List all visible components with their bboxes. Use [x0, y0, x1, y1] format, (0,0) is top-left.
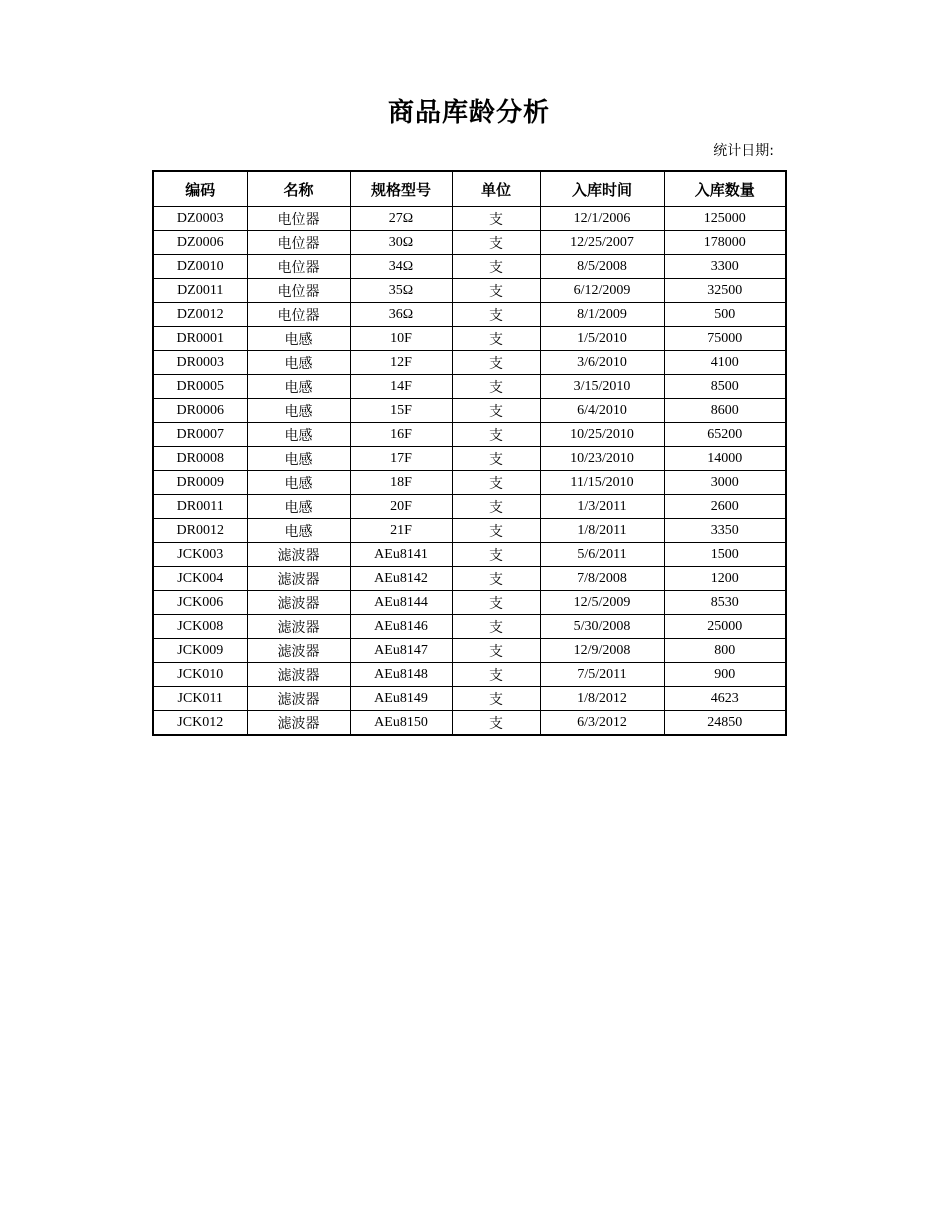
- name-cell: 电感: [247, 423, 350, 447]
- spec-cell: 36Ω: [350, 303, 452, 327]
- name-cell: 滤波器: [247, 687, 350, 711]
- code-cell: DR0001: [153, 327, 247, 351]
- code-cell: JCK011: [153, 687, 247, 711]
- inbound-date-cell: 7/8/2008: [540, 567, 664, 591]
- table-row: [153, 687, 786, 711]
- spec-cell: 27Ω: [350, 207, 452, 231]
- inbound-qty-cell: 8500: [664, 375, 786, 399]
- stat-date-label: 统计日期:: [713, 143, 774, 159]
- spec-cell: 34Ω: [350, 255, 452, 279]
- code-cell: DR0008: [153, 447, 247, 471]
- code-cell: DZ0011: [153, 279, 247, 303]
- code-cell: DR0009: [153, 471, 247, 495]
- inbound-qty-cell: 800: [664, 639, 786, 663]
- spec-cell: AEu8150: [350, 711, 452, 736]
- inbound-qty-cell: 3000: [664, 471, 786, 495]
- header-inbound-qty: 入库数量: [664, 171, 786, 207]
- name-cell: 电感: [247, 351, 350, 375]
- table-row: [153, 519, 786, 543]
- table-row: [153, 711, 786, 736]
- table-row: [153, 591, 786, 615]
- name-cell: 电位器: [247, 255, 350, 279]
- inbound-date-cell: 12/9/2008: [540, 639, 664, 663]
- unit-cell: 支: [452, 327, 540, 351]
- table-row: [153, 303, 786, 327]
- inbound-qty-cell: 24850: [664, 711, 786, 736]
- inbound-qty-cell: 3300: [664, 255, 786, 279]
- spec-cell: AEu8142: [350, 567, 452, 591]
- code-cell: JCK006: [153, 591, 247, 615]
- table-header-row: [153, 171, 786, 207]
- table-row: [153, 615, 786, 639]
- table-row: [153, 327, 786, 351]
- code-cell: DZ0010: [153, 255, 247, 279]
- table-row: [153, 639, 786, 663]
- spec-cell: AEu8144: [350, 591, 452, 615]
- inbound-qty-cell: 8530: [664, 591, 786, 615]
- inbound-qty-cell: 65200: [664, 423, 786, 447]
- name-cell: 电位器: [247, 231, 350, 255]
- inbound-date-cell: 6/3/2012: [540, 711, 664, 736]
- unit-cell: 支: [452, 303, 540, 327]
- name-cell: 滤波器: [247, 543, 350, 567]
- spec-cell: 15F: [350, 399, 452, 423]
- code-cell: JCK003: [153, 543, 247, 567]
- name-cell: 电感: [247, 495, 350, 519]
- header-spec: 规格型号: [350, 171, 452, 207]
- header-unit: 单位: [452, 171, 540, 207]
- inbound-date-cell: 12/5/2009: [540, 591, 664, 615]
- inbound-qty-cell: 14000: [664, 447, 786, 471]
- inbound-date-cell: 8/5/2008: [540, 255, 664, 279]
- unit-cell: 支: [452, 495, 540, 519]
- table-row: [153, 375, 786, 399]
- unit-cell: 支: [452, 375, 540, 399]
- unit-cell: 支: [452, 207, 540, 231]
- inventory-table: [152, 170, 787, 736]
- spec-cell: 12F: [350, 351, 452, 375]
- table-row: [153, 255, 786, 279]
- table-body: [153, 207, 786, 736]
- code-cell: DR0012: [153, 519, 247, 543]
- code-cell: JCK004: [153, 567, 247, 591]
- code-cell: JCK012: [153, 711, 247, 736]
- inbound-date-cell: 10/25/2010: [540, 423, 664, 447]
- code-cell: DZ0006: [153, 231, 247, 255]
- unit-cell: 支: [452, 663, 540, 687]
- table-row: [153, 471, 786, 495]
- inbound-qty-cell: 2600: [664, 495, 786, 519]
- name-cell: 电感: [247, 375, 350, 399]
- table-row: [153, 495, 786, 519]
- inbound-date-cell: 1/8/2012: [540, 687, 664, 711]
- spec-cell: 30Ω: [350, 231, 452, 255]
- code-cell: DR0007: [153, 423, 247, 447]
- code-cell: JCK010: [153, 663, 247, 687]
- unit-cell: 支: [452, 447, 540, 471]
- table-row: [153, 567, 786, 591]
- inbound-qty-cell: 8600: [664, 399, 786, 423]
- spec-cell: 16F: [350, 423, 452, 447]
- unit-cell: 支: [452, 639, 540, 663]
- spec-cell: AEu8146: [350, 615, 452, 639]
- table-row: [153, 279, 786, 303]
- spec-cell: 20F: [350, 495, 452, 519]
- inbound-qty-cell: 25000: [664, 615, 786, 639]
- spec-cell: AEu8148: [350, 663, 452, 687]
- inbound-date-cell: 3/15/2010: [540, 375, 664, 399]
- unit-cell: 支: [452, 567, 540, 591]
- inbound-date-cell: 12/1/2006: [540, 207, 664, 231]
- name-cell: 滤波器: [247, 591, 350, 615]
- inbound-date-cell: 1/3/2011: [540, 495, 664, 519]
- inbound-qty-cell: 178000: [664, 231, 786, 255]
- name-cell: 电位器: [247, 279, 350, 303]
- unit-cell: 支: [452, 711, 540, 736]
- spec-cell: 35Ω: [350, 279, 452, 303]
- name-cell: 滤波器: [247, 663, 350, 687]
- inbound-date-cell: 10/23/2010: [540, 447, 664, 471]
- table-row: [153, 231, 786, 255]
- unit-cell: 支: [452, 279, 540, 303]
- inbound-qty-cell: 900: [664, 663, 786, 687]
- code-cell: DR0006: [153, 399, 247, 423]
- name-cell: 滤波器: [247, 711, 350, 736]
- name-cell: 电位器: [247, 207, 350, 231]
- unit-cell: 支: [452, 399, 540, 423]
- unit-cell: 支: [452, 591, 540, 615]
- name-cell: 电感: [247, 327, 350, 351]
- inbound-qty-cell: 1200: [664, 567, 786, 591]
- inbound-date-cell: 11/15/2010: [540, 471, 664, 495]
- header-code: 编码: [153, 171, 247, 207]
- table-row: [153, 423, 786, 447]
- unit-cell: 支: [452, 543, 540, 567]
- unit-cell: 支: [452, 231, 540, 255]
- table-row: [153, 351, 786, 375]
- inbound-date-cell: 5/6/2011: [540, 543, 664, 567]
- page-title: 商品库龄分析: [387, 98, 550, 128]
- unit-cell: 支: [452, 615, 540, 639]
- inbound-qty-cell: 75000: [664, 327, 786, 351]
- code-cell: JCK009: [153, 639, 247, 663]
- unit-cell: 支: [452, 519, 540, 543]
- spec-cell: 14F: [350, 375, 452, 399]
- inbound-date-cell: 6/12/2009: [540, 279, 664, 303]
- header-name: 名称: [247, 171, 350, 207]
- code-cell: DZ0003: [153, 207, 247, 231]
- inbound-qty-cell: 1500: [664, 543, 786, 567]
- table-row: [153, 543, 786, 567]
- spec-cell: 10F: [350, 327, 452, 351]
- spec-cell: 17F: [350, 447, 452, 471]
- name-cell: 滤波器: [247, 639, 350, 663]
- name-cell: 电位器: [247, 303, 350, 327]
- table-row: [153, 207, 786, 231]
- name-cell: 电感: [247, 471, 350, 495]
- inbound-date-cell: 7/5/2011: [540, 663, 664, 687]
- inbound-date-cell: 6/4/2010: [540, 399, 664, 423]
- unit-cell: 支: [452, 423, 540, 447]
- table-row: [153, 447, 786, 471]
- spec-cell: AEu8149: [350, 687, 452, 711]
- name-cell: 电感: [247, 399, 350, 423]
- inbound-qty-cell: 4623: [664, 687, 786, 711]
- inbound-date-cell: 1/8/2011: [540, 519, 664, 543]
- inbound-date-cell: 1/5/2010: [540, 327, 664, 351]
- table-row: [153, 399, 786, 423]
- code-cell: JCK008: [153, 615, 247, 639]
- table-row: [153, 663, 786, 687]
- code-cell: DR0005: [153, 375, 247, 399]
- inbound-qty-cell: 125000: [664, 207, 786, 231]
- inbound-date-cell: 3/6/2010: [540, 351, 664, 375]
- code-cell: DR0003: [153, 351, 247, 375]
- spec-cell: 21F: [350, 519, 452, 543]
- inbound-date-cell: 5/30/2008: [540, 615, 664, 639]
- header-inbound-date: 入库时间: [540, 171, 664, 207]
- code-cell: DR0011: [153, 495, 247, 519]
- name-cell: 滤波器: [247, 615, 350, 639]
- inbound-qty-cell: 500: [664, 303, 786, 327]
- name-cell: 滤波器: [247, 567, 350, 591]
- unit-cell: 支: [452, 351, 540, 375]
- code-cell: DZ0012: [153, 303, 247, 327]
- inbound-qty-cell: 3350: [664, 519, 786, 543]
- inbound-date-cell: 12/25/2007: [540, 231, 664, 255]
- inbound-date-cell: 8/1/2009: [540, 303, 664, 327]
- inbound-qty-cell: 4100: [664, 351, 786, 375]
- inbound-qty-cell: 32500: [664, 279, 786, 303]
- spec-cell: 18F: [350, 471, 452, 495]
- name-cell: 电感: [247, 447, 350, 471]
- spec-cell: AEu8141: [350, 543, 452, 567]
- name-cell: 电感: [247, 519, 350, 543]
- spec-cell: AEu8147: [350, 639, 452, 663]
- unit-cell: 支: [452, 687, 540, 711]
- unit-cell: 支: [452, 255, 540, 279]
- unit-cell: 支: [452, 471, 540, 495]
